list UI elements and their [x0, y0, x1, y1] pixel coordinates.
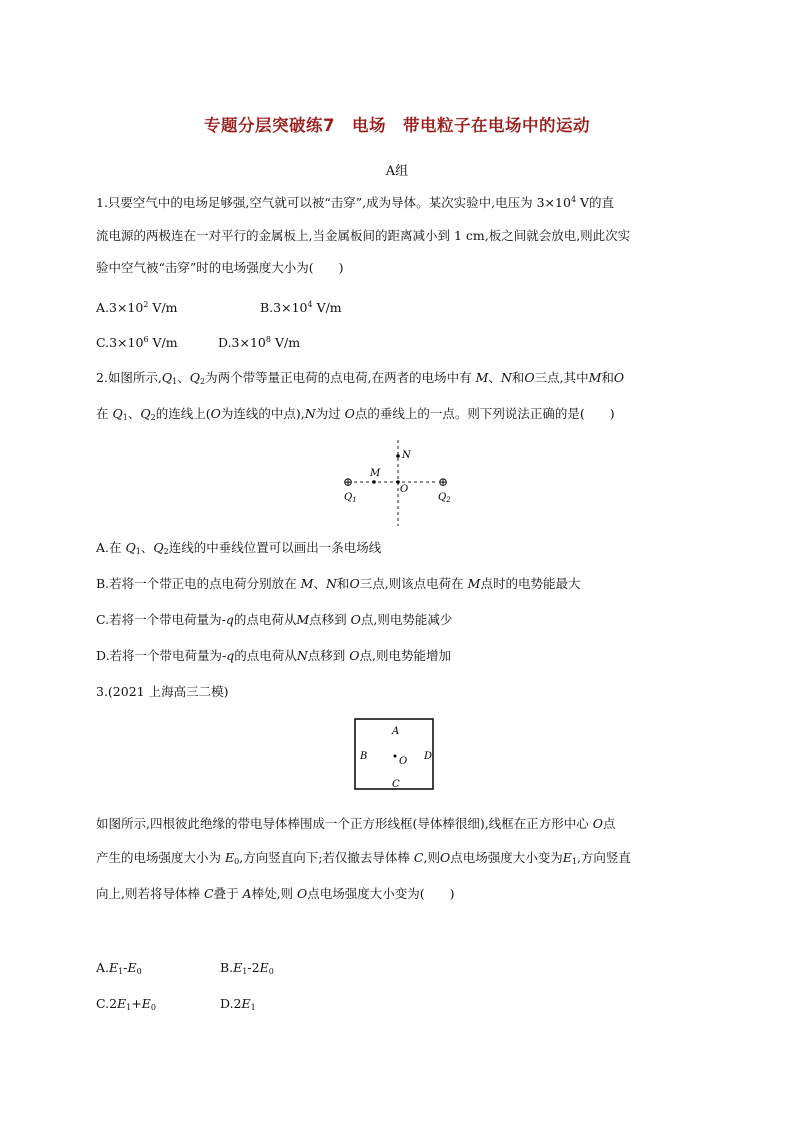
q2-fig-point-m [372, 480, 376, 484]
q3-fig-label-c: C [392, 779, 400, 790]
q3-option-a: $A.E_1-E_0$ [96, 960, 142, 976]
q2-option-d: D.若将一个带电荷量为-q的点电荷从N点移到 O点,则电势能增加 [96, 648, 451, 663]
q3-fig-label-b: B [360, 751, 368, 762]
q2-line-2: 在 $Q_1$、$Q_2$的连线上(O为连线的中点),N为过 O点的垂线上的一点。则下列说法正确的是( ) [96, 406, 615, 422]
q3-line-2: 产生的电场强度大小为 $E_0$,方向竖直向下;若仅撤去导体棒 C,则O点电场强度大小变为$E_1$,方向竖直 [96, 850, 631, 866]
q2-fig-label-q1: $Q_1$ [344, 492, 357, 504]
q2-fig-label-o: O [400, 484, 409, 495]
q2-option-c: C.若将一个带电荷量为-q的点电荷从M点移到 O点,则电势能减少 [96, 612, 453, 627]
q3-option-c: $C.2E_1+E_0$ [96, 996, 156, 1012]
page-title: 专题分层突破练7 电场 带电粒子在电场中的运动 [204, 116, 590, 135]
q1-line-1: 1.只要空气中的电场足够强,空气就可以被“击穿”,成为导体。某次实验中,电压为 $3\times 10^4$ V的直 [96, 195, 615, 210]
q2-figure [330, 438, 470, 530]
q1-option-c: $C.3\times 10^6$ V/m [96, 335, 178, 350]
q2-fig-charge-q2-symbol: ⊕ [438, 475, 449, 489]
q2-line-1: 2.如图所示$,Q_1$、$Q_2$为两个带等量正电荷的点电荷,在两者的电场中有 M、N和O三点,其中M和O [96, 370, 625, 386]
q3-header: 3.(2021 上海高三二模) [96, 684, 229, 699]
q3-fig-label-a: A [392, 726, 400, 737]
q1-option-d: $D.3\times 10^8$ V/m [218, 335, 301, 350]
q1-line-2: 流电源的两极连在一对平行的金属板上,当金属板间的距离减小到 1 cm,板之间就会放电,则此次实 [96, 228, 631, 243]
group-label: A组 [385, 164, 409, 179]
q2-fig-label-n: N [402, 450, 411, 461]
q3-fig-label-o: O [399, 756, 408, 767]
q2-fig-charge-q1-symbol: ⊕ [343, 475, 354, 489]
q2-option-b: B.若将一个带正电的点电荷分别放在 M、N和O三点,则该点电荷在 M点时的电势能最大 [96, 576, 581, 591]
q2-option-a: A.在 $Q_1$、$Q_2$连线的中垂线位置可以画出一条电场线 [96, 540, 382, 556]
q3-figure [352, 716, 436, 792]
q3-fig-point-o [394, 755, 397, 758]
q2-fig-label-m: M [370, 468, 381, 479]
q2-fig-label-q2: $Q_2$ [438, 492, 451, 504]
q1-option-a: $A.3\times 10^2$ V/m [96, 300, 178, 315]
q1-option-b: $B.3\times 10^4$ V/m [260, 300, 342, 315]
q1-line-3: 验中空气被“击穿”时的电场强度大小为( ) [96, 260, 344, 275]
q3-fig-label-d: D [424, 751, 433, 762]
q3-option-b: $B.E_1-2E_0$ [220, 960, 274, 976]
q3-line-1: 如图所示,四根彼此绝缘的带电导体棒围成一个正方形线框(导体棒很细),线框在正方形中心 O点 [96, 816, 616, 831]
q3-line-3: 向上,则若将导体棒 C叠于 A棒处,则 O点电场强度大小变为( ) [96, 886, 455, 901]
q2-fig-point-n [396, 454, 400, 458]
q3-option-d: $D.2E_1$ [220, 996, 256, 1012]
